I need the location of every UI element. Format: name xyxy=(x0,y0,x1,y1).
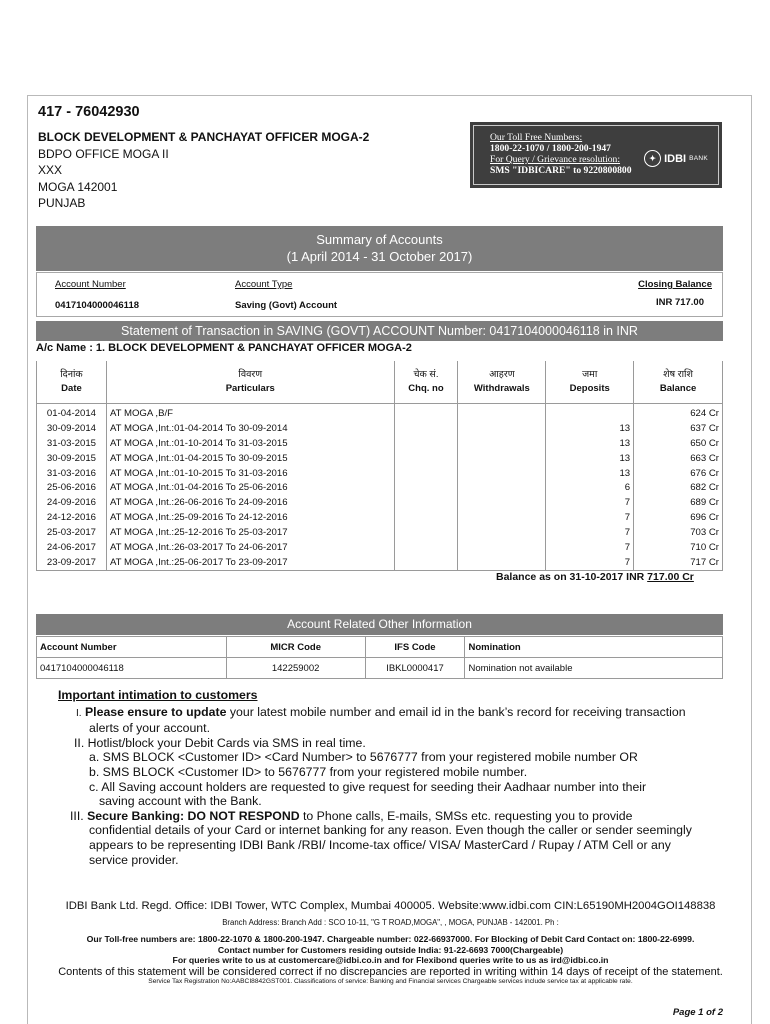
account-number-value: 0417104000046118 xyxy=(55,300,140,311)
item-number: III. xyxy=(70,808,84,823)
transaction-table xyxy=(36,361,723,571)
table-row xyxy=(37,510,723,525)
cell-wd xyxy=(458,436,546,451)
cell-date: 24-09-2016 xyxy=(37,495,107,510)
cell-bal: 717 Cr xyxy=(634,555,723,570)
grievance-title: For Query / Grievance resolution: xyxy=(490,154,621,165)
table-row xyxy=(37,421,723,436)
cell-date: 25-06-2016 xyxy=(37,480,107,495)
cell-dep: 13 xyxy=(546,436,634,451)
cell-particulars: AT MOGA ,Int.:01-04-2016 To 25-06-2016 xyxy=(106,480,394,495)
cell-chq xyxy=(394,480,458,495)
cell-chq xyxy=(394,404,458,421)
balance-as-on xyxy=(496,571,694,583)
cell-particulars: AT MOGA ,Int.:26-06-2016 To 24-09-2016 xyxy=(106,495,394,510)
cell-date: 31-03-2015 xyxy=(37,436,107,451)
cell-bal: 703 Cr xyxy=(634,525,723,540)
account-number-label: Account Number xyxy=(55,279,126,290)
cell-wd xyxy=(458,451,546,466)
table-row xyxy=(37,658,723,679)
cell-bal: 624 Cr xyxy=(634,404,723,421)
cell-chq xyxy=(394,555,458,570)
cell-date: 24-12-2016 xyxy=(37,510,107,525)
intimation-ii-b: b. SMS BLOCK <Customer ID> to 5676777 from your registered mobile number. xyxy=(89,764,528,779)
table-row xyxy=(37,480,723,495)
cell-bal: 676 Cr xyxy=(634,466,723,481)
customer-address xyxy=(38,129,369,212)
cell-chq xyxy=(394,451,458,466)
customer-id: 417 - 76042930 xyxy=(38,104,140,120)
cell-dep: 13 xyxy=(546,451,634,466)
address-line: BDPO OFFICE MOGA II xyxy=(38,146,169,161)
hdr-ifs: IFS Code xyxy=(365,637,465,658)
cell-wd xyxy=(458,555,546,570)
table-row xyxy=(37,404,723,421)
cell-date: 25-03-2017 xyxy=(37,525,107,540)
cell-wd xyxy=(458,404,546,421)
val-account-number: 0417104000046118 xyxy=(37,658,227,679)
intimation-i-cont: alerts of your account. xyxy=(89,721,210,736)
hdr-micr: MICR Code xyxy=(226,637,365,658)
toll-free-line: For queries write to us at customercare@idbi.co.in and for Flexibond queries write to us as ird@idbi.co.in xyxy=(172,955,609,965)
cell-chq xyxy=(394,466,458,481)
cell-particulars: AT MOGA ,Int.:25-09-2016 To 24-12-2016 xyxy=(106,510,394,525)
table-header-row xyxy=(37,361,723,404)
cell-wd xyxy=(458,540,546,555)
cell-dep: 7 xyxy=(546,540,634,555)
regd-office: IDBI Bank Ltd. Regd. Office: IDBI Tower, WTC Complex, Mumbai 400005. Website:www.idbi.com CIN:L65190MH2004GOI148838 xyxy=(65,900,716,912)
toll-free-line: Contact number for Customers residing outside India: 91-22-6693 7000(Chargeable) xyxy=(217,944,564,955)
item-number: I. xyxy=(76,707,82,719)
col-particulars: विवरण Particulars xyxy=(106,361,394,404)
cell-chq xyxy=(394,510,458,525)
cell-date: 24-06-2017 xyxy=(37,540,107,555)
cell-dep: 6 xyxy=(546,480,634,495)
bank-seal-icon: ✦ xyxy=(644,150,661,167)
cell-particulars: AT MOGA ,Int.:01-04-2015 To 30-09-2015 xyxy=(106,451,394,466)
toll-free-box xyxy=(470,122,722,188)
cell-bal: 710 Cr xyxy=(634,540,723,555)
cell-chq xyxy=(394,421,458,436)
cell-chq xyxy=(394,436,458,451)
intimation-iii-bold: Secure Banking: DO NOT RESPOND xyxy=(87,808,300,823)
cell-chq xyxy=(394,540,458,555)
hdr-account-number: Account Number xyxy=(37,637,227,658)
cell-particulars: AT MOGA ,Int.:26-03-2017 To 24-06-2017 xyxy=(106,540,394,555)
cell-particulars: AT MOGA ,Int.:01-10-2014 To 31-03-2015 xyxy=(106,436,394,451)
cell-wd xyxy=(458,466,546,481)
val-micr: 142259002 xyxy=(226,658,365,679)
cell-wd xyxy=(458,510,546,525)
intimation-iii-l4: service provider. xyxy=(89,852,179,867)
account-summary-box xyxy=(36,272,723,317)
address-line: BLOCK DEVELOPMENT & PANCHAYAT OFFICER MOGA-2 xyxy=(38,130,370,144)
grievance-sms: SMS "IDBICARE" to 9220800800 xyxy=(490,165,632,176)
cell-bal: 689 Cr xyxy=(634,495,723,510)
cell-dep: 7 xyxy=(546,495,634,510)
toll-free-title: Our Toll Free Numbers: xyxy=(490,132,583,143)
cell-wd xyxy=(458,525,546,540)
logo-bank: BANK xyxy=(689,155,708,162)
cell-particulars: AT MOGA ,Int.:25-06-2017 To 23-09-2017 xyxy=(106,555,394,570)
hdr-nomination: Nomination xyxy=(465,637,723,658)
table-row xyxy=(37,637,723,658)
intimation-i-text: your latest mobile number and email id in the bank’s record for receiving transaction xyxy=(226,704,686,719)
statement-page xyxy=(27,95,752,1024)
account-type-value: Saving (Govt) Account xyxy=(235,300,338,311)
cell-bal: 650 Cr xyxy=(634,436,723,451)
cell-wd xyxy=(458,480,546,495)
cell-dep: 13 xyxy=(546,466,634,481)
statement-header: Statement of Transaction in SAVING (GOVT) ACCOUNT Number: 0417104000046118 in INR xyxy=(36,321,723,341)
important-intimation xyxy=(58,688,728,867)
closing-balance-value: INR 717.00 xyxy=(655,297,704,308)
account-type-label: Account Type xyxy=(235,279,293,290)
col-deposits: जमा Deposits xyxy=(546,361,634,404)
toll-free-numbers: 1800-22-1070 / 1800-200-1947 xyxy=(490,143,611,154)
logo-text: IDBI xyxy=(664,152,687,165)
table-row xyxy=(37,466,723,481)
cell-chq xyxy=(394,525,458,540)
intimation-iii-text: to Phone calls, E-mails, SMSs etc. requesting you to provide xyxy=(299,808,633,823)
col-balance: शेष राशि Balance xyxy=(634,361,723,404)
address-line: PUNJAB xyxy=(38,196,86,210)
other-info-table xyxy=(36,636,723,679)
cell-wd xyxy=(458,421,546,436)
cell-dep: 7 xyxy=(546,525,634,540)
balance-value: 717.00 Cr xyxy=(647,571,694,583)
cell-date: 31-03-2016 xyxy=(37,466,107,481)
cell-particulars: AT MOGA ,B/F xyxy=(106,404,394,421)
col-date: दिनांक Date xyxy=(37,361,107,404)
branch-address: Branch Address: Branch Add : SCO 10-11, "G T ROAD,MOGA", , MOGA, PUNJAB - 142001. Ph : xyxy=(222,918,559,927)
table-row xyxy=(37,451,723,466)
other-info-header: Account Related Other Information xyxy=(36,614,723,635)
cell-particulars: AT MOGA ,Int.:01-04-2014 To 30-09-2014 xyxy=(106,421,394,436)
cell-bal: 696 Cr xyxy=(634,510,723,525)
val-nomination: Nomination not available xyxy=(465,658,723,679)
intimation-iii-l2: confidential details of your Card or internet banking for any reason. Even though the caller or sender seemingly xyxy=(89,823,692,838)
cell-dep xyxy=(546,404,634,421)
cell-date: 23-09-2017 xyxy=(37,555,107,570)
table-row xyxy=(37,436,723,451)
intimation-title: Important intimation to customers xyxy=(58,688,258,702)
cell-bal: 637 Cr xyxy=(634,421,723,436)
summary-period: (1 April 2014 - 31 October 2017) xyxy=(286,249,473,264)
cell-dep: 7 xyxy=(546,555,634,570)
cell-date: 30-09-2015 xyxy=(37,451,107,466)
val-ifs: IBKL0000417 xyxy=(365,658,465,679)
cell-particulars: AT MOGA ,Int.:25-12-2016 To 25-03-2017 xyxy=(106,525,394,540)
cell-date: 30-09-2014 xyxy=(37,421,107,436)
table-row xyxy=(37,555,723,570)
intimation-i-bold: Please ensure to update xyxy=(84,704,227,719)
intimation-ii-c: c. All Saving account holders are requested to give request for seeding their Aadhaar number into their xyxy=(89,779,647,794)
col-chq: चेक सं. Chq. no xyxy=(394,361,458,404)
cell-date: 01-04-2014 xyxy=(37,404,107,421)
table-row xyxy=(37,540,723,555)
address-line: XXX xyxy=(38,163,63,177)
account-name: A/c Name : 1. BLOCK DEVELOPMENT & PANCHAYAT OFFICER MOGA-2 xyxy=(36,342,412,354)
intimation-ii: II. Hotlist/block your Debit Cards via SMS in real time. xyxy=(74,735,366,750)
table-row xyxy=(37,525,723,540)
tax-note: Service Tax Registration No:AABCI8842GST001. Classifications of service: Banking and Financial services Chargeable services include service tax at applicable rate. xyxy=(148,978,633,985)
cell-particulars: AT MOGA ,Int.:01-10-2015 To 31-03-2016 xyxy=(106,466,394,481)
cell-wd xyxy=(458,495,546,510)
contents-note: Contents of this statement will be considered correct if no discrepancies are reported in writing within 14 days of receipt of the statement. xyxy=(58,966,723,978)
intimation-ii-c2: saving account with the Bank. xyxy=(99,794,262,809)
summary-title: Summary of Accounts xyxy=(316,232,443,247)
col-withdrawals: आहरण Withdrawals xyxy=(458,361,546,404)
intimation-iii-l3: appears to be representing IDBI Bank /RBI/ Income-tax office/ VISA/ MasterCard / Rupay / ATM Cell or any xyxy=(89,837,671,852)
cell-bal: 663 Cr xyxy=(634,451,723,466)
cell-chq xyxy=(394,495,458,510)
summary-header xyxy=(36,226,723,271)
page-number: Page 1 of 2 xyxy=(672,1007,723,1018)
toll-free-line: Our Toll-free numbers are: 1800-22-1070 & 1800-200-1947. Chargeable number: 022-66937000. For Blocking of Debit Card Contact on: 1800-22-6999. xyxy=(86,934,695,944)
cell-bal: 682 Cr xyxy=(634,480,723,495)
balance-prefix: Balance as on 31-10-2017 INR xyxy=(496,571,648,583)
address-line: MOGA 142001 xyxy=(38,179,118,194)
cell-dep: 7 xyxy=(546,510,634,525)
cell-dep: 13 xyxy=(546,421,634,436)
toll-free-footer xyxy=(28,934,753,966)
closing-balance-label: Closing Balance xyxy=(638,279,712,290)
idbi-logo xyxy=(644,150,708,167)
table-row xyxy=(37,495,723,510)
intimation-ii-a: a. SMS BLOCK <Customer ID> <Card Number> to 5676777 from your registered mobile number OR xyxy=(89,750,638,765)
